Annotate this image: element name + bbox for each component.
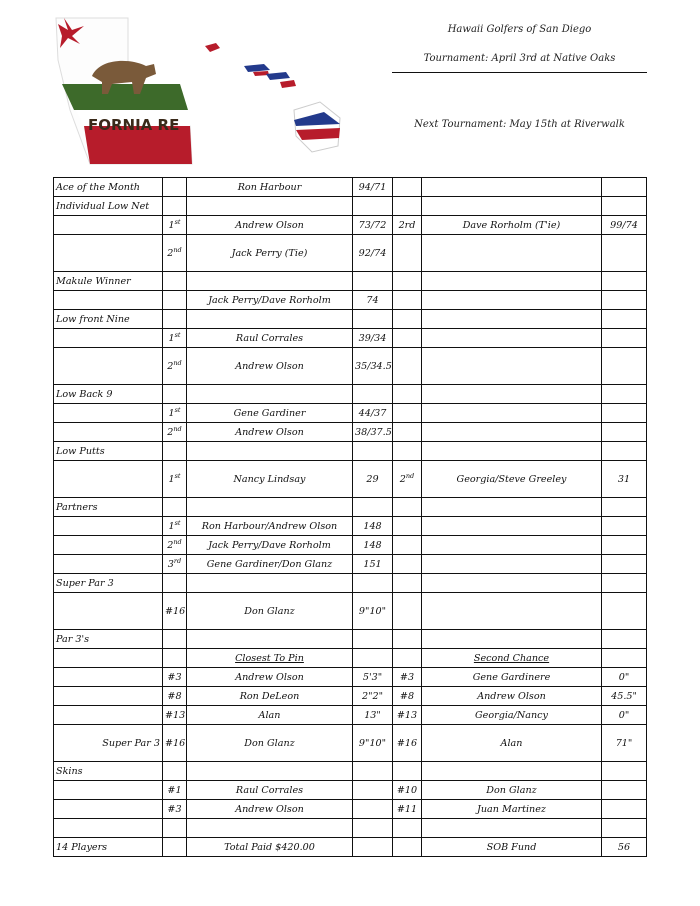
row-label	[54, 329, 163, 348]
place-cell-2: 2rd	[393, 216, 422, 235]
row-label: Skins	[54, 762, 163, 781]
player-cell: Raul Corrales	[187, 329, 353, 348]
table-row	[54, 517, 647, 536]
row-label	[54, 819, 163, 838]
place-cell	[163, 291, 187, 310]
place-cell-2: #16	[393, 725, 422, 762]
score-cell: 148	[353, 536, 393, 555]
row-label	[54, 781, 163, 800]
score-cell	[353, 574, 393, 593]
score-cell: 38/37.5	[353, 423, 393, 442]
player-cell: Andrew Olson	[187, 348, 353, 385]
place-suffix: st	[174, 331, 181, 340]
place-cell-2	[393, 291, 422, 310]
score-cell	[353, 197, 393, 216]
player-cell-2	[422, 329, 602, 348]
place-suffix: st	[174, 519, 181, 528]
row-label	[54, 555, 163, 574]
place-cell-2	[393, 819, 422, 838]
player-cell: Jack Perry/Dave Rorholm	[187, 536, 353, 555]
score-cell: 151	[353, 555, 393, 574]
club-logo	[50, 14, 350, 174]
table-row	[54, 555, 647, 574]
place-number: 2	[167, 361, 174, 373]
score-cell: 9"10"	[353, 593, 393, 630]
sob-fund-label: SOB Fund	[422, 838, 602, 857]
row-label	[54, 536, 163, 555]
player-cell: Gene Gardiner	[187, 404, 353, 423]
row-label	[54, 461, 163, 498]
table-row	[54, 838, 647, 857]
player-cell-2	[422, 348, 602, 385]
player-cell: Ron Harbour/Andrew Olson	[187, 517, 353, 536]
score-cell	[353, 819, 393, 838]
score-cell: 148	[353, 517, 393, 536]
score-cell	[353, 762, 393, 781]
table-row	[54, 668, 647, 687]
score-cell-2	[602, 649, 647, 668]
player-cell-2	[422, 498, 602, 517]
place-number: 2	[167, 248, 174, 260]
table-row	[54, 536, 647, 555]
place-cell-2	[393, 593, 422, 630]
score-cell-2	[602, 178, 647, 197]
score-cell-2	[602, 197, 647, 216]
score-cell-2	[602, 498, 647, 517]
player-cell-2	[422, 819, 602, 838]
score-cell-2	[602, 348, 647, 385]
table-row	[54, 800, 647, 819]
row-label	[54, 649, 163, 668]
table-row	[54, 781, 647, 800]
second-chance-header: Second Chance	[422, 649, 602, 668]
tournament-title: Tournament: April 3rd at Native Oaks	[423, 53, 616, 64]
score-cell-2: 45.5"	[602, 687, 647, 706]
place-number: 3	[167, 559, 174, 571]
player-cell	[187, 385, 353, 404]
place-cell: #3	[163, 800, 187, 819]
table-row	[54, 272, 647, 291]
score-cell: 39/34	[353, 329, 393, 348]
place-cell-2	[393, 630, 422, 649]
place-suffix: nd	[173, 246, 182, 255]
place-number: 1	[168, 333, 175, 345]
place-cell	[163, 498, 187, 517]
player-cell: Andrew Olson	[187, 668, 353, 687]
row-label	[54, 291, 163, 310]
table-row	[54, 178, 647, 197]
player-cell-2: Andrew Olson	[422, 687, 602, 706]
place-cell-2	[393, 348, 422, 385]
place-number: 2	[167, 540, 174, 552]
score-cell: 13"	[353, 706, 393, 725]
player-cell-2	[422, 197, 602, 216]
score-cell-2: 0"	[602, 706, 647, 725]
place-cell	[163, 348, 187, 385]
player-cell-2: Georgia/Steve Greeley	[422, 461, 602, 498]
logo-text: FORNIA RE	[88, 116, 180, 134]
score-cell-2	[602, 574, 647, 593]
place-cell	[163, 555, 187, 574]
table-row	[54, 593, 647, 630]
place-cell-2: #13	[393, 706, 422, 725]
place-cell-2	[393, 762, 422, 781]
place-cell-2	[393, 517, 422, 536]
player-cell-2	[422, 593, 602, 630]
score-cell-2	[602, 329, 647, 348]
player-cell: Don Glanz	[187, 593, 353, 630]
place-cell	[163, 404, 187, 423]
player-cell	[187, 762, 353, 781]
score-cell-2	[602, 272, 647, 291]
player-cell-2	[422, 291, 602, 310]
player-cell-2: Juan Martinez	[422, 800, 602, 819]
place-cell: #13	[163, 706, 187, 725]
score-cell	[353, 498, 393, 517]
header-divider	[392, 72, 647, 73]
place-suffix: st	[174, 472, 181, 481]
place-cell-2	[393, 574, 422, 593]
place-cell-2	[393, 272, 422, 291]
table-row	[54, 762, 647, 781]
score-cell: 2"2"	[353, 687, 393, 706]
table-row	[54, 423, 647, 442]
score-cell-2: 99/74	[602, 216, 647, 235]
place-cell	[163, 310, 187, 329]
place-cell-2	[393, 178, 422, 197]
row-label: Par 3's	[54, 630, 163, 649]
score-cell	[353, 838, 393, 857]
player-cell-2: Gene Gardinere	[422, 668, 602, 687]
score-cell-2	[602, 536, 647, 555]
place-cell-2	[393, 385, 422, 404]
row-label	[54, 706, 163, 725]
score-cell	[353, 649, 393, 668]
score-cell-2	[602, 800, 647, 819]
place-cell	[163, 574, 187, 593]
player-cell-2	[422, 574, 602, 593]
player-cell-2: Don Glanz	[422, 781, 602, 800]
player-cell	[187, 197, 353, 216]
score-cell: 74	[353, 291, 393, 310]
table-row	[54, 574, 647, 593]
place-cell-2	[393, 649, 422, 668]
table-row	[54, 498, 647, 517]
place-cell-2	[393, 498, 422, 517]
player-cell: Jack Perry (Tie)	[187, 235, 353, 272]
score-cell	[353, 442, 393, 461]
place-suffix: nd	[173, 538, 182, 547]
place-cell-2	[393, 555, 422, 574]
player-cell: Jack Perry/Dave Rorholm	[187, 291, 353, 310]
place-cell: #8	[163, 687, 187, 706]
score-cell-2: 31	[602, 461, 647, 498]
score-cell: 92/74	[353, 235, 393, 272]
table-row	[54, 725, 647, 762]
player-cell-2	[422, 517, 602, 536]
row-label	[54, 348, 163, 385]
player-cell-2	[422, 423, 602, 442]
place-cell-2: #3	[393, 668, 422, 687]
place-cell	[163, 442, 187, 461]
player-cell	[187, 442, 353, 461]
player-cell-2	[422, 385, 602, 404]
table-row	[54, 630, 647, 649]
score-cell: 44/37	[353, 404, 393, 423]
place-cell-2	[393, 329, 422, 348]
player-cell-2	[422, 536, 602, 555]
player-cell: Andrew Olson	[187, 423, 353, 442]
player-cell: Andrew Olson	[187, 800, 353, 819]
place-cell	[163, 649, 187, 668]
place-number: 1	[168, 521, 175, 533]
row-label: Individual Low Net	[54, 197, 163, 216]
player-cell	[187, 574, 353, 593]
score-cell: 29	[353, 461, 393, 498]
score-cell-2	[602, 555, 647, 574]
place-cell	[163, 272, 187, 291]
place-suffix: st	[174, 218, 181, 227]
place-cell-2: #11	[393, 800, 422, 819]
player-cell: Alan	[187, 706, 353, 725]
score-cell-2: 71"	[602, 725, 647, 762]
row-label: Partners	[54, 498, 163, 517]
score-cell-2	[602, 404, 647, 423]
score-cell	[353, 272, 393, 291]
score-cell	[353, 800, 393, 819]
place-number: 2	[167, 427, 174, 439]
table-row	[54, 329, 647, 348]
hawaii-islands-flag	[205, 43, 340, 152]
player-cell-2	[422, 442, 602, 461]
score-cell-2	[602, 423, 647, 442]
player-cell-2	[422, 630, 602, 649]
place-cell-2	[393, 310, 422, 329]
place-cell: #1	[163, 781, 187, 800]
place-cell	[163, 235, 187, 272]
row-label: Low Back 9	[54, 385, 163, 404]
score-cell: 94/71	[353, 178, 393, 197]
score-cell-2	[602, 819, 647, 838]
place-cell	[163, 762, 187, 781]
place-cell	[163, 423, 187, 442]
place-cell: #16	[163, 725, 187, 762]
score-cell	[353, 781, 393, 800]
player-cell-2: Georgia/Nancy	[422, 706, 602, 725]
player-cell-2	[422, 555, 602, 574]
score-cell-2	[602, 517, 647, 536]
table-row	[54, 442, 647, 461]
place-cell-2	[393, 461, 422, 498]
score-cell-2	[602, 762, 647, 781]
row-label	[54, 423, 163, 442]
score-cell	[353, 630, 393, 649]
row-label	[54, 668, 163, 687]
place-number: 1	[168, 474, 175, 486]
score-cell	[353, 385, 393, 404]
player-cell-2: Dave Rorholm (T'ie)	[422, 216, 602, 235]
row-label: Low Putts	[54, 442, 163, 461]
place-suffix: nd	[173, 425, 182, 434]
player-cell: Andrew Olson	[187, 216, 353, 235]
place-cell	[163, 536, 187, 555]
player-cell-2	[422, 762, 602, 781]
place-suffix: nd	[173, 359, 182, 368]
row-label: Ace of the Month	[54, 178, 163, 197]
place-cell	[163, 216, 187, 235]
table-row	[54, 706, 647, 725]
player-cell-2	[422, 235, 602, 272]
player-cell	[187, 272, 353, 291]
player-cell	[187, 498, 353, 517]
row-label	[54, 687, 163, 706]
score-cell: 9"10"	[353, 725, 393, 762]
score-cell-2	[602, 291, 647, 310]
table-row	[54, 385, 647, 404]
player-cell	[187, 630, 353, 649]
place-cell-2: #10	[393, 781, 422, 800]
place-cell	[163, 838, 187, 857]
table-row	[54, 461, 647, 498]
place-number: 1	[168, 220, 175, 232]
score-cell-2	[602, 781, 647, 800]
place-cell	[163, 329, 187, 348]
table-row	[54, 687, 647, 706]
score-cell-2	[602, 630, 647, 649]
table-row	[54, 216, 647, 235]
score-cell: 73/72	[353, 216, 393, 235]
sob-fund-value: 56	[602, 838, 647, 857]
total-paid: Total Paid $420.00	[187, 838, 353, 857]
score-cell: 35/34.5	[353, 348, 393, 385]
place-cell-2	[393, 536, 422, 555]
row-label	[54, 593, 163, 630]
score-cell-2	[602, 310, 647, 329]
player-cell-2	[422, 310, 602, 329]
place-suffix: rd	[173, 557, 182, 566]
player-cell-2	[422, 178, 602, 197]
place-cell: #16	[163, 593, 187, 630]
place-cell-2	[393, 442, 422, 461]
place-cell-2	[393, 197, 422, 216]
score-cell-2	[602, 385, 647, 404]
player-count: 14 Players	[54, 838, 163, 857]
score-cell-2	[602, 593, 647, 630]
place-cell-2	[393, 423, 422, 442]
player-cell-2	[422, 272, 602, 291]
player-cell	[187, 819, 353, 838]
player-cell: Gene Gardiner/Don Glanz	[187, 555, 353, 574]
place-number: 2	[399, 474, 406, 486]
place-cell-2	[393, 838, 422, 857]
club-name: Hawaii Golfers of San Diego	[447, 24, 592, 35]
place-suffix: st	[174, 406, 181, 415]
place-cell-2	[393, 404, 422, 423]
next-tournament: Next Tournament: May 15th at Riverwalk	[414, 119, 625, 130]
place-cell-2: #8	[393, 687, 422, 706]
place-cell	[163, 630, 187, 649]
results-table	[53, 177, 647, 857]
player-cell: Nancy Lindsay	[187, 461, 353, 498]
player-cell: Don Glanz	[187, 725, 353, 762]
score-cell-2	[602, 442, 647, 461]
row-label	[54, 235, 163, 272]
table-row	[54, 404, 647, 423]
closest-to-pin-header: Closest To Pin	[187, 649, 353, 668]
place-cell	[163, 178, 187, 197]
table-row	[54, 819, 647, 838]
place-cell: #3	[163, 668, 187, 687]
row-label: Makule Winner	[54, 272, 163, 291]
table-row	[54, 197, 647, 216]
row-label	[54, 216, 163, 235]
player-cell-2: Alan	[422, 725, 602, 762]
row-label: Low front Nine	[54, 310, 163, 329]
table-row	[54, 235, 647, 272]
table-row	[54, 649, 647, 668]
row-label	[54, 404, 163, 423]
california-flag-shape	[56, 18, 192, 164]
player-cell-2	[422, 404, 602, 423]
place-cell	[163, 819, 187, 838]
score-cell-2: 0"	[602, 668, 647, 687]
table-row	[54, 348, 647, 385]
place-cell	[163, 461, 187, 498]
row-label	[54, 517, 163, 536]
place-cell	[163, 385, 187, 404]
place-number: 1	[168, 408, 175, 420]
score-cell-2	[602, 235, 647, 272]
player-cell: Ron DeLeon	[187, 687, 353, 706]
table-row	[54, 291, 647, 310]
row-label	[54, 800, 163, 819]
place-cell	[163, 197, 187, 216]
row-label: Super Par 3	[54, 574, 163, 593]
player-cell	[187, 310, 353, 329]
table-row	[54, 310, 647, 329]
score-cell	[353, 310, 393, 329]
place-cell-2	[393, 235, 422, 272]
place-cell	[163, 517, 187, 536]
score-cell: 5'3"	[353, 668, 393, 687]
player-cell: Ron Harbour	[187, 178, 353, 197]
player-cell: Raul Corrales	[187, 781, 353, 800]
row-label: Super Par 3	[54, 725, 163, 762]
place-suffix: nd	[405, 472, 415, 481]
